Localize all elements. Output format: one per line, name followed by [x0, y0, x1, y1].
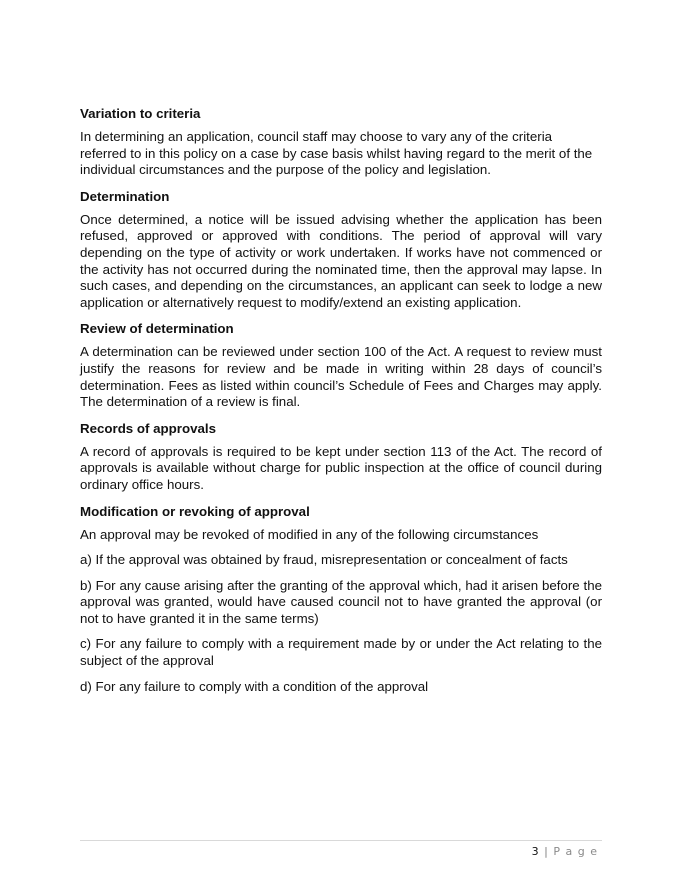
paragraph-review: A determination can be reviewed under section 100 of the Act. A request to review must justify the reasons for review and be made in writing within 28 days of council’s determination. Fees as listed within council’s Schedule of Fees and Charges may apply. The determination of a review is final. — [80, 344, 602, 410]
footer-divider — [80, 840, 602, 841]
page-number: 3 — [531, 845, 540, 858]
paragraph-modification-intro: An approval may be revoked of modified in any of the following circumstances — [80, 526, 539, 542]
section-heading-records: Records of approvals — [80, 420, 216, 436]
paragraph-determination: Once determined, a notice will be issued advising whether the application has been refused, approved or approved with conditions. The period of approval will vary depending on the type of activity or work undertaken. If works have not commenced or the activity has not occurred during the nominated time, then the approval may lapse. In such cases, and depending on the circumstances, an applicant can seek to lodge a new application or alternatively request to modify/extend an existing application. — [80, 211, 602, 310]
footer-separator: | — [544, 845, 549, 858]
section-heading-review: Review of determination — [80, 321, 234, 337]
paragraph-records: A record of approvals is required to be kept under section 113 of the Act. The record of approvals is available without charge for public inspection at the office of council during ordinary office hours. — [80, 443, 602, 492]
section-heading-variation: Variation to criteria — [80, 106, 201, 121]
section-heading-modification: Modification or revoking of approval — [80, 503, 310, 519]
list-item-b: b) For any cause arising after the granting of the approval which, had it arisen before the approval was granted, would have caused council not to have granted the approval (or not to have granted it in the same terms) — [80, 577, 602, 626]
section-heading-determination: Determination — [80, 188, 170, 204]
list-item-a: a) If the approval was obtained by fraud, misrepresentation or concealment of facts — [80, 552, 568, 568]
paragraph-variation: In determining an application, council staff may choose to vary any of the criteria referred to in this policy on a case by case basis whilst having regard to the merit of the individual circumstances and the purpose of the policy and legislation. — [80, 129, 593, 178]
document-body — [80, 105, 602, 704]
list-item-c: c) For any failure to comply with a requirement made by or under the Act relating to the subject of the approval — [80, 636, 602, 669]
page-label: P a g e — [553, 845, 598, 858]
list-item-d: d) For any failure to comply with a condition of the approval — [80, 678, 429, 694]
page-footer — [532, 845, 598, 858]
